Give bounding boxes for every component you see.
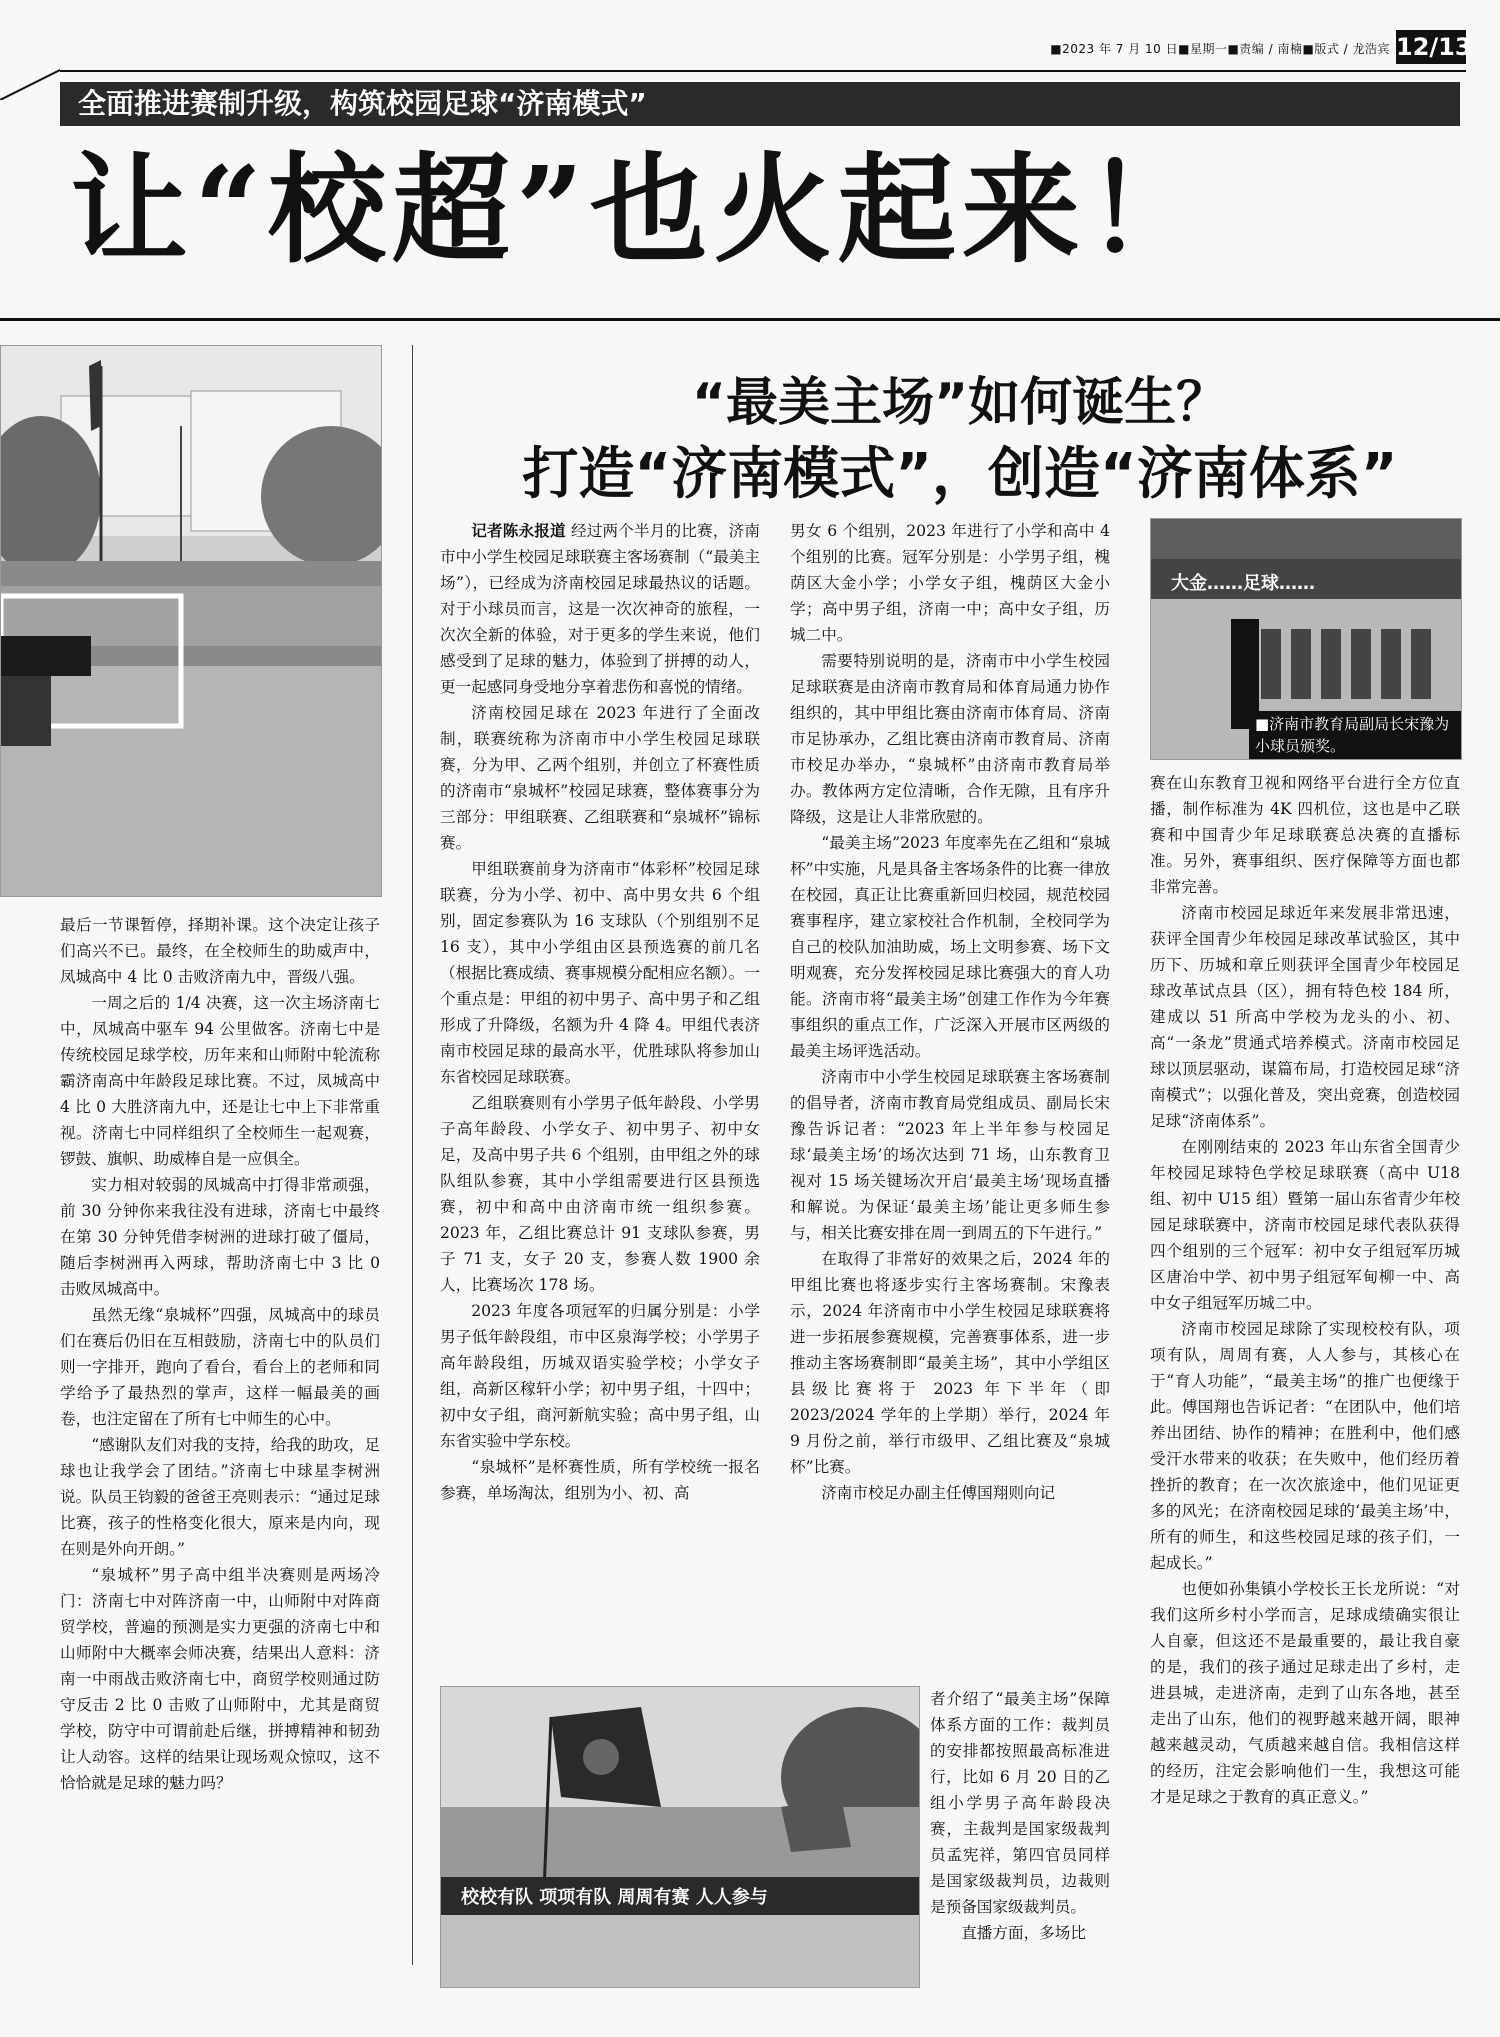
paragraph: 直播方面，多场比 bbox=[961, 1924, 1086, 1942]
paragraph: 一周之后的 1/4 决赛，这一次主场济南七中，凤城高中驱车 94 公里做客。济南七中是传统校园足球学校，历年来和山师附中轮流称霸济南高中年龄段足球比赛。不过，凤城高中 4 比 0 大胜济南九中，还是让七中上下非常重视。济南七中同样组织了全校师生一起观赛，锣鼓、旗帜、助威棒自是一应俱全。 bbox=[60, 994, 380, 1168]
headline-rule bbox=[0, 318, 1500, 321]
photo-caption: ■济南市教育局副局长宋豫为小球员颁奖。 bbox=[1249, 711, 1461, 759]
paragraph: 赛在山东教育卫视和网络平台进行全方位直播，制作标准为 4K 四机位，这也是中乙联赛和中国青少年足球联赛总决赛的直播标准。另外，赛事组织、医疗保障等方面也都非常完善。 bbox=[1150, 774, 1460, 896]
kicker-bar: 全面推进赛制升级，构筑校园足球“济南模式” bbox=[60, 82, 1460, 126]
subhead-line2: 打造“济南模式”，创造“济南体系” bbox=[522, 442, 1398, 507]
paragraph: 2023 年度各项冠军的归属分别是：小学男子低年龄段组，市中区泉海学校；小学男子高年龄段组，历城双语实验学校；小学女子组，高新区稼轩小学；初中男子组，十四中；初中女子组，商河新航实验；高中男子组，山东省实验中学东校。 bbox=[440, 1302, 760, 1450]
banner-slogan: 校校有队 项项有队 周周有赛 人人参与 bbox=[461, 1887, 768, 1908]
top-rule bbox=[60, 70, 1466, 72]
paragraph: 者介绍了“最美主场”保障体系方面的工作：裁判员的安排都按照最高标准进行，比如 6 月 20 日的乙组小学男子高年龄段决赛，主裁判是国家级裁判员孟宪祥，第四官员同样是国家级裁判员，边裁则是预备国家级裁判员。 bbox=[930, 1690, 1110, 1916]
paragraph: 乙组联赛则有小学男子低年龄段、小学男子高年龄段、小学女子、初中男子、初中女足，及高中男子共 6 个组别，由甲组之外的球队组队参赛，其中小学组需要进行区县预选赛，初中和高中由济南市统一组织参赛。2023 年，乙组比赛总计 91 支球队参赛，男子 71 支，女子 20 支，参赛人数 1900 余人，比赛场次 178 场。 bbox=[440, 1094, 760, 1294]
article-column-1 bbox=[60, 912, 380, 1796]
paragraph: 济南校园足球在 2023 年进行了全面改制，联赛统称为济南市中小学生校园足球联赛，分为甲、乙两个组别，并创立了杯赛性质的济南市“泉城杯”校园足球赛，整体赛事分为三部分：甲组联赛、乙组联赛和“泉城杯”锦标赛。 bbox=[440, 704, 760, 852]
paragraph: 男女 6 个组别，2023 年进行了小学和高中 4 个组别的比赛。冠军分别是：小学男子组，槐荫区大金小学；小学女子组，槐荫区大金小学；高中男子组，济南一中；高中女子组，历城二中。 bbox=[790, 522, 1110, 644]
award-ceremony-photo bbox=[1150, 518, 1462, 760]
paragraph: 需要特别说明的是，济南市中小学生校园足球联赛是由济南市教育局和体育局通力协作组织的，其中甲组比赛由济南市体育局、济南市足协承办，乙组比赛由济南市教育局、济南市校足办举办，“泉城杯”由济南市教育局举办。教体两方定位清晰，合作无隙，且有序升降级，这是让人非常欣慰的。 bbox=[790, 652, 1110, 826]
paragraph: 济南市校园足球除了实现校校有队，项项有队，周周有赛，人人参与，其核心在于“育人功能”，“最美主场”的推广也便缘于此。傅国翔也告诉记者：“在团队中，他们培养出团结、协作的精神；在胜利中，他们感受汗水带来的收获；在失败中，他们经历着挫折的教育；在一次次旅途中，他们见证更多的风光；在济南校园足球的‘最美主场’中，所有的师生，和这些校园足球的孩子们，一起成长。” bbox=[1150, 1320, 1460, 1572]
paragraph: “泉城杯”男子高中组半决赛则是两场冷门：济南七中对阵济南一中，山师附中对阵商贸学校，普遍的预测是实力更强的济南七中和山师附中大概率会师决赛，结果出人意料：济南一中雨战击败济南七中，商贸学校则通过防守反击 2 比 0 击败了山师附中，尤其是商贸学校，防守中可谓前赴后继，拼搏精神和韧劲让人动容。这样的结果让现场观众惊叹，这不恰恰就是足球的魅力吗？ bbox=[60, 1566, 380, 1792]
paragraph: 最后一节课暂停，择期补课。这个决定让孩子们高兴不已。最终，在全校师生的助威声中，凤城高中 4 比 0 击败济南九中，晋级八强。 bbox=[60, 916, 380, 986]
article-column-2 bbox=[440, 518, 760, 1506]
paragraph: 经过两个半月的比赛，济南市中小学生校园足球联赛主客场赛制（“最美主场”），已经成为济南校园足球最热议的话题。对于小球员而言，这是一次次神奇的旅程，一次次全新的体验，对于更多的学生来说，他们感受到了足球的魅力，体验到了拼搏的动人，更一起感同身受地分享着悲伤和喜悦的情绪。 bbox=[440, 522, 760, 696]
paragraph: “感谢队友们对我的支持，给我的助攻，足球也让我学会了团结。”济南七中球星李树洲说。队员王钧毅的爸爸王亮则表示：“通过足球比赛，孩子的性格变化很大，原来是内向，现在则是外向开朗。” bbox=[60, 1436, 380, 1558]
banner-text: 大金……足球…… bbox=[1171, 573, 1315, 594]
paragraph: 济南市校园足球近年来发展非常迅速，获评全国青少年校园足球改革试验区，其中历下、历城和章丘则获评全国青少年校园足球改革试点县（区），拥有特色校 184 所，建成以 51 所高中学校为龙头的小、初、高“一条龙”贯通式培养模式。济南市校园足球以顶层驱动，谋篇布局，打造校园足球“济南模式”；以强化普及，突出竞赛，创造校园足球“济南体系”。 bbox=[1150, 904, 1460, 1130]
page-headline: 让“校超”也火起来！ bbox=[70, 140, 1210, 279]
paragraph: 也便如孙集镇小学校长王长龙所说：“对我们这所乡村小学而言，足球成绩确实很让人自豪，但这还不是最重要的，最让我自豪的是，我们的孩子通过足球走出了乡村，走进县城，走进济南，走到了山东各地，甚至走出了山东，他们的视野越来越开阔，眼神越来越灵动，气质越来越自信。我相信这样的经历，注定会影响他们一生，我想这可能才是足球之于教育的真正意义。” bbox=[1150, 1580, 1460, 1806]
article-column-4 bbox=[1150, 770, 1460, 1810]
paragraph: 在刚刚结束的 2023 年山东省全国青少年校园足球特色学校足球联赛（高中 U18 组、初中 U15 组）暨第一届山东省青少年校园足球联赛中，济南市校园足球代表队获得四个组别的三个冠军：初中女子组冠军历城区唐冶中学、初中男子组冠军甸柳一中、高中女子组冠军历城二中。 bbox=[1150, 1138, 1460, 1312]
article-column-3-wrap bbox=[930, 1686, 1110, 1946]
corner-slash bbox=[0, 60, 60, 100]
flags-stands-photo bbox=[440, 1686, 920, 1988]
paragraph: 虽然无缘“泉城杯”四强，凤城高中的球员们在赛后仍旧在互相鼓励，济南七中的队员们则一字排开，跑向了看台，看台上的老师和同学给予了最热烈的掌声，这样一幅最美的画卷，也注定留在了所有七中师生的心中。 bbox=[60, 1306, 380, 1428]
paragraph: “最美主场”2023 年度率先在乙组和“泉城杯”中实施，凡是具备主客场条件的比赛一律放在校园，真正让比赛重新回归校园，规范校园赛事程序，建立家校社合作机制，全校同学为自己的校队加油助威，场上文明参赛、场下文明观赛，充分发挥校园足球比赛强大的育人功能。济南市将“最美主场”创建工作作为今年赛事组织的重点工作，广泛深入开展市区两级的最美主场评选活动。 bbox=[790, 834, 1110, 1060]
column-divider bbox=[412, 345, 413, 1965]
paragraph: 甲组联赛前身为济南市“体彩杯”校园足球联赛，分为小学、初中、高中男女共 6 个组别，固定参赛队为 16 支球队（个别组别不足 16 支），其中小学组由区县预选赛的前几名（根据比赛成绩、赛事规模分配相应名额）。一个重点是：甲组的初中男子、高中男子和乙组形成了升降级，名额为升 4 降 4。甲组代表济南市校园足球的最高水平，优胜球队将参加山东省校园足球联赛。 bbox=[440, 860, 760, 1086]
article-column-3 bbox=[790, 518, 1110, 1506]
paragraph: “泉城杯”是杯赛性质，所有学校统一报名参赛，单场淘汰，组别为小、初、高 bbox=[440, 1458, 760, 1502]
paragraph: 实力相对较弱的凤城高中打得非常顽强，前 30 分钟你来我往没有进球，济南七中最终在第 30 分钟凭借李树洲的进球打破了僵局，随后李树洲再入两球，帮助济南七中 3 比 0 击败凤城高中。 bbox=[60, 1176, 380, 1298]
header-date-line: ■2023 年 7 月 10 日■星期一■责编 / 南楠■版式 / 龙浩宾 bbox=[1050, 42, 1390, 56]
page-number: 12/13 bbox=[1396, 30, 1466, 64]
paragraph: 济南市校足办副主任傅国翔则向记 bbox=[821, 1484, 1056, 1502]
football-match-photo bbox=[0, 345, 382, 897]
paragraph: 在取得了非常好的效果之后，2024 年的甲组比赛也将逐步实行主客场赛制。宋豫表示，2024 年济南市中小学生校园足球联赛将进一步拓展参赛规模，完善赛事体系，进一步推动主客场赛制即“最美主场”，其中小学组区县级比赛将于 2023 年下半年（即 2023/2024 学年的上学期）举行，2024 年 9 月份之前，举行市级甲、乙组比赛及“泉城杯”比赛。 bbox=[790, 1250, 1110, 1476]
subhead-line1: “最美主场”如何诞生？ bbox=[691, 373, 1229, 433]
paragraph: 济南市中小学生校园足球联赛主客场赛制的倡导者，济南市教育局党组成员、副局长宋豫告诉记者：“2023 年上半年参与校园足球‘最美主场’的场次达到 71 场，山东教育卫视对 15 场关键场次开启‘最美主场’现场直播和解说。为保证‘最美主场’能让更多师生参与，相关比赛安排在周一到周五的下午进行。” bbox=[790, 1068, 1110, 1242]
byline: 记者陈永报道 bbox=[471, 521, 566, 540]
